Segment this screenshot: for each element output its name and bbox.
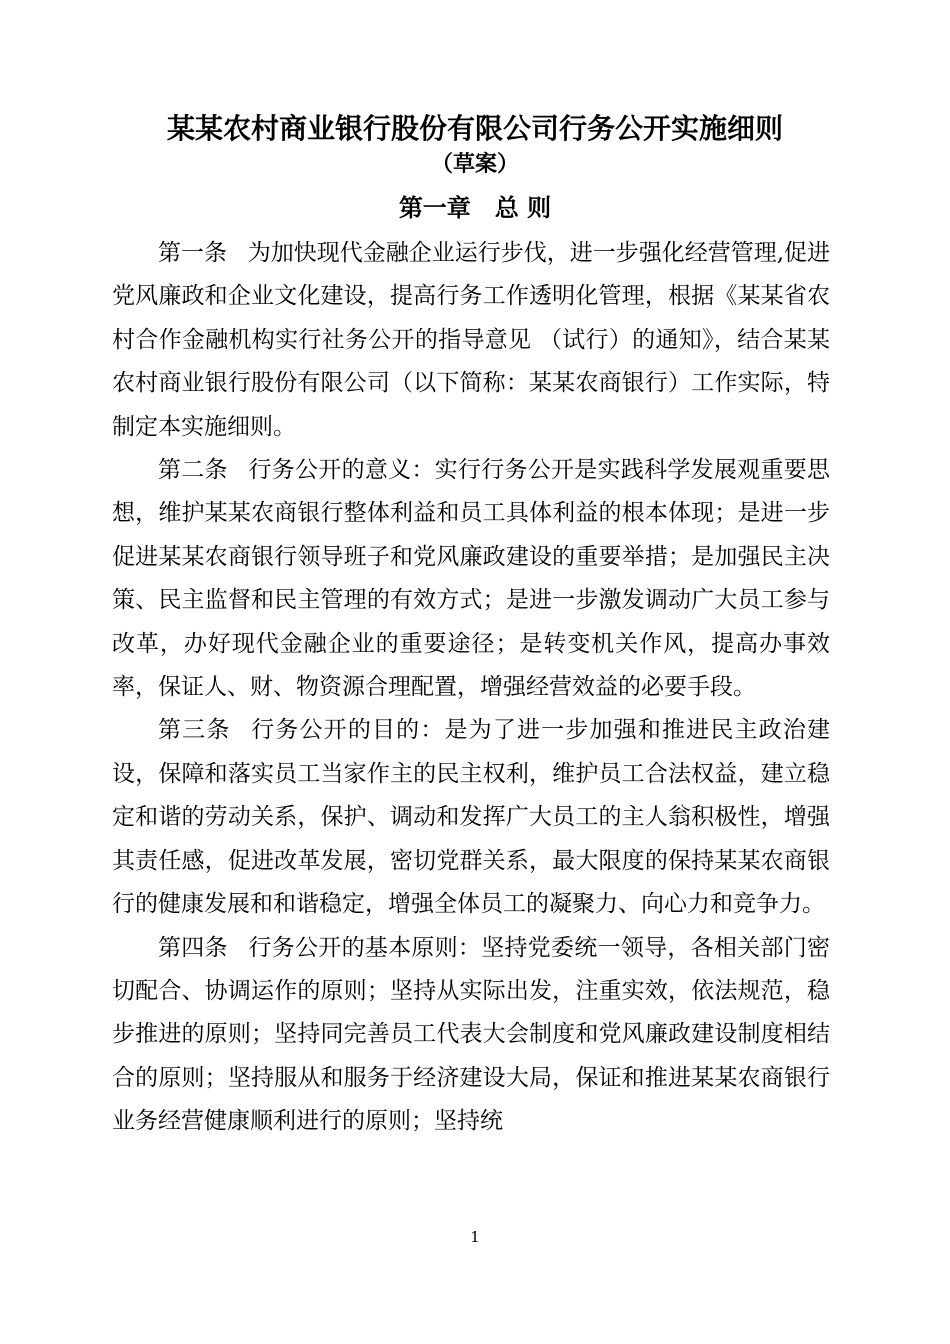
document-body — [112, 232, 830, 1144]
article-text: 行务公开的意义：实行行务公开是实践科学发展观重要思想，维护某某农商银行整体利益和员工具体利益的根本体现；是进一步促进某某农商银行领导班子和党风廉政建设的重要举措；是加强民主决策、民主监督和民主管理的有效方式；是进一步激发调动广大员工参与改革，办好现代金融企业的重要途径；是转变机关作风，提高办事效率，保证人、财、物资源合理配置，增强经营效益的必要手段。 — [112, 457, 830, 701]
article-number: 第二条 — [158, 457, 228, 484]
article-text: 行务公开的基本原则：坚持党委统一领导，各相关部门密切配合、协调运作的原则；坚持从实际出发，注重实效，依法规范，稳步推进的原则；坚持同完善员工代表大会制度和党风廉政建设制度相结合的原则；坚持服从和服务于经济建设大局，保证和推进某某农商银行业务经营健康顺利进行的原则；坚持统 — [112, 934, 830, 1135]
chapter-title: 第一章 总 则 — [398, 193, 552, 222]
document-subtitle: （草案） — [430, 151, 519, 177]
page-number: 1 — [470, 1228, 480, 1246]
article-number: 第四条 — [158, 934, 228, 961]
article-1 — [112, 232, 830, 449]
document-title: 某某农村商业银行股份有限公司行务公开实施细则 — [166, 112, 783, 145]
article-number: 第三条 — [158, 717, 231, 744]
article-3 — [112, 709, 830, 926]
article-text: 行务公开的目的：是为了进一步加强和推进民主政治建设，保障和落实员工当家作主的民主权利，维护员工合法权益，建立稳定和谐的劳动关系，保护、调动和发挥广大员工的主人翁积极性，增强其责任感，促进改革发展，密切党群关系，最大限度的保持某某农商银行的健康发展和和谐稳定，增强全体员工的凝聚力、向心力和竞争力。 — [112, 717, 831, 918]
article-4 — [112, 927, 830, 1144]
article-2 — [112, 449, 830, 709]
article-text: 为加快现代金融企业运行步伐，进一步强化经营管理,促进党风廉政和企业文化建设，提高行务工作透明化管理，根据《某某省农村合作金融机构实行社务公开的指导意见 （试行）的通知》，结合某某农村商业银行股份有限公司（以下简称：某某农商银行）工作实际，特制定本实施细则。 — [112, 240, 830, 440]
article-number: 第一条 — [158, 240, 227, 266]
